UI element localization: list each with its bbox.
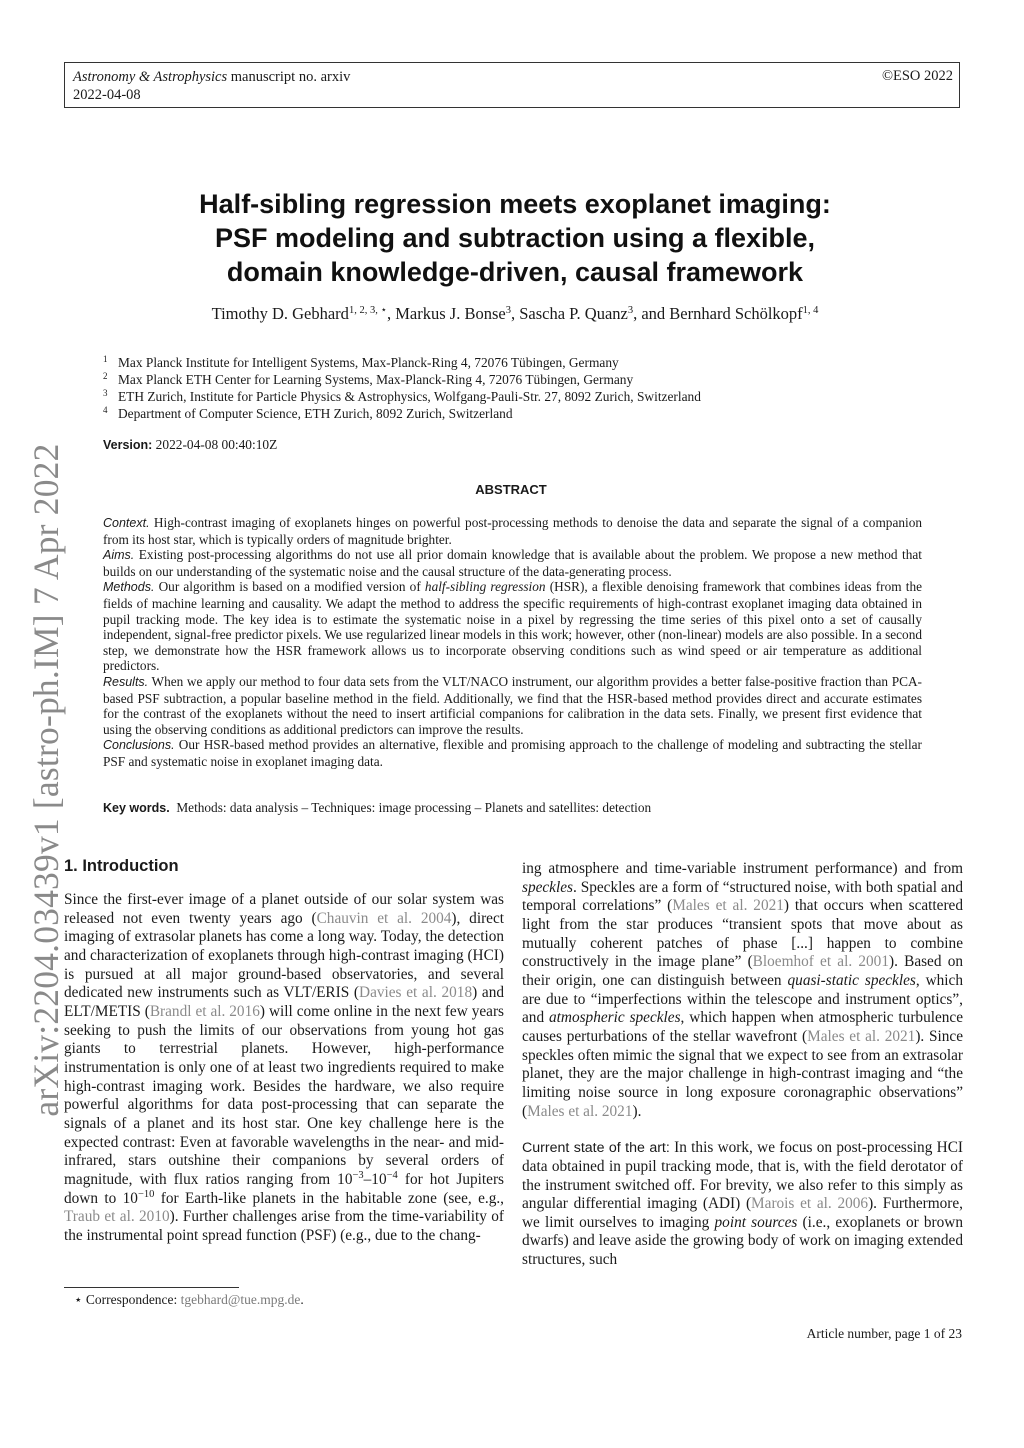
methods-emphasis: half-sibling regression [424, 579, 546, 595]
manuscript-label: manuscript no. arxiv [227, 69, 351, 85]
body-text: ), direct imaging of extrasolar planets has come a long way. Today, the detection and characterization of exoplanets through high-contrast imaging (HCI) is pursued at all major ground-based observatories, and several dedicated new instruments such as VLT/ERIS ( [64, 909, 504, 1002]
affiliation-item: $^2$ Max Planck ETH Center for Learning Systems, Max-Planck-Ring 4, 72076 Tübingen, Germany [103, 371, 634, 387]
author-separator: , [387, 304, 396, 323]
citation-link[interactable]: Males et al. 2021 [527, 1102, 633, 1120]
emphasis: speckles [522, 878, 573, 896]
methods-label: Methods. [103, 580, 155, 595]
abstract-results [103, 674, 922, 737]
citation-link[interactable]: Traub et al. 2010 [64, 1208, 170, 1226]
section-heading: 1. Introduction [64, 857, 179, 875]
citation-link[interactable]: Brandl et al. 2016 [149, 1002, 260, 1020]
author-list [100, 304, 930, 324]
paragraph-label: Current state of the art: [522, 1140, 670, 1157]
abstract-context [103, 515, 922, 547]
body-text: ). Further challenges arise from the time-variability of the instrumental point spread function (PSF) (e.g., due to the chang- [64, 1208, 504, 1244]
author-affil-marker: 3 [505, 305, 511, 316]
citation-link[interactable]: Males et al. 2021 [807, 1027, 916, 1045]
body-column-left [64, 891, 504, 1245]
conclusions-text: Our HSR-based method provides an alternative, flexible and promising approach to the challenge of modeling and subtracting the stellar PSF and systematic noise in exoplanet imaging data. [103, 737, 922, 769]
emphasis: point sources [714, 1213, 798, 1231]
citation-link[interactable]: Marois et al. 2006 [751, 1195, 869, 1213]
version-label: Version: [103, 438, 153, 452]
footnote-label: Correspondence: [82, 1292, 181, 1307]
author-affil-marker: 1, 2, 3, ⋆ [348, 305, 388, 316]
citation-link[interactable]: Chauvin et al. 2004 [316, 909, 452, 927]
email-link[interactable]: tgebhard@tue.mpg.de [180, 1292, 301, 1307]
footnote-rule [64, 1287, 239, 1288]
title-line: domain knowledge-driven, causal framework [226, 257, 804, 287]
author-name: Sascha P. Quanz [519, 304, 628, 323]
version-line [103, 437, 277, 453]
header-left [73, 68, 350, 104]
context-text: High-contrast imaging of exoplanets hinges on powerful post-processing methods to denoise the data and separate the signal of a companion from its host star, which is typically orders of magnitude brighter. [103, 515, 922, 547]
abstract-conclusions [103, 737, 922, 769]
aims-label: Aims. [103, 548, 135, 563]
author-name: Timothy D. Gebhard [211, 304, 349, 323]
manuscript-header [64, 62, 960, 108]
affiliation-item: $^3$ ETH Zurich, Institute for Particle Physics & Astrophysics, Wolfgang-Pauli-Str. 27, 8092 Zurich, Switzerland [103, 388, 701, 404]
affiliation-text: ETH Zurich, Institute for Particle Physics & Astrophysics, Wolfgang-Pauli-Str. 27, 8092 Zurich, Switzerland [118, 389, 701, 404]
affiliation-text: Max Planck ETH Center for Learning Systems, Max-Planck-Ring 4, 72076 Tübingen, Germany [118, 372, 634, 387]
body-text: . Speckles are a form of “structured noise, with both spatial and temporal correlations” ( [522, 878, 963, 915]
body-text: ) will come online in the next few years seeking to push the limits of our observations from young hot gas giants to terrestrial planets. However, high-performance instrumentation is only one of at least two ingredients required to make high-contrast imaging work. Besides the hardware, we also require powerful algorithms for data post-processing that can separate the signals of a planet and its host star. One key challenge here is the expected contrast: Even at favorable wavelengths in the near- and mid-infrared, stars outshine their companions by several orders of magnitude, with flux ratios ranging from 10 [64, 1002, 505, 1188]
body-text: ). Based on their origin, one can distinguish between [522, 953, 963, 989]
abstract-methods [103, 579, 922, 674]
body-text: ing atmosphere and time-variable instrument performance) and from [522, 860, 963, 877]
journal-name: Astronomy & Astrophysics [73, 69, 228, 85]
affiliation-text: Department of Computer Science, ETH Zurich, 8092 Zurich, Switzerland [118, 406, 513, 421]
body-text: –10 [363, 1170, 387, 1188]
affiliations [103, 354, 701, 422]
author-name: Markus J. Bonse [395, 304, 506, 323]
citation-link[interactable]: Bloemhof et al. 2001 [752, 953, 889, 971]
paper-title [100, 187, 930, 289]
affiliation-item: $^4$ Department of Computer Science, ETH Zurich, 8092 Zurich, Switzerland [103, 405, 513, 421]
author-affil-marker: 3 [627, 305, 634, 316]
affiliation-text: Max Planck Institute for Intelligent Systems, Max-Planck-Ring 4, 72076 Tübingen, Germany [118, 355, 619, 370]
conclusions-label: Conclusions. [103, 738, 175, 753]
keywords-label: Key words. [103, 801, 170, 815]
body-column-right [522, 860, 963, 1270]
results-text: When we apply our method to four data sets from the VLT/NACO instrument, our algorithm provides a better false-positive fraction than PCA-based PSF subtraction, a popular baseline method in the field. Additionally, we find that the HSR-based method provides direct and accurate estimates for the contrast of the exoplanets without the need to insert artificial companions for calibration in the data sets. Finally, we present first evidence that using the observing conditions as additional predictors can improve the results. [103, 673, 922, 737]
body-text: ). Furthermore, we limit ourselves to imaging [522, 1195, 963, 1231]
body-text: (i.e., exoplanets or brown dwarfs) and leave aside the growing body of work on imaging extended structures, such [522, 1213, 963, 1269]
methods-text: (HSR), a flexible denoising framework that combines ideas from the fields of machine learning and causality. We adapt the method to address the specific requirements of high-contrast exoplanet imaging data obtained in pupil tracking mode. The key idea is to estimate the systematic noise in a pixel by regressing the time series of this pixel onto a set of causally independent, signal-free predictor pixels. We use regularized linear models in this work; however, other (non-linear) models are also possible. In a second step, we demonstrate how the HSR framework allows us to incorporate observing conditions such as wind speed or air temperature as additional predictors. [103, 579, 922, 674]
body-text: Since the first-ever image of a planet outside of our solar system was released not even twenty years ago ( [64, 891, 504, 927]
body-text: , which happen when atmospheric turbulence causes perturbations of the stellar wavefront ( [522, 1009, 963, 1045]
exponent: −3 [352, 1169, 364, 1181]
author-name: Bernhard Schölkopf [669, 304, 803, 323]
intro-paragraph [522, 1139, 963, 1270]
body-text: , which are due to “imperfections within the telescope and instrument optics”, and [522, 971, 963, 1027]
author-affil-marker: 1, 4 [802, 305, 819, 316]
citation-link[interactable]: Davies et al. 2018 [359, 984, 473, 1002]
emphasis: atmospheric speckles [549, 1009, 681, 1027]
keywords [103, 800, 651, 816]
arxiv-id-text: arXiv:2204.03439v1 [astro-ph.IM] 7 Apr 2022 [26, 443, 66, 1117]
footnote-marker: ⋆ [74, 1292, 83, 1307]
footnote-end: . [300, 1292, 304, 1307]
body-text: ) and ELT/METIS ( [64, 984, 504, 1020]
body-text: ). [632, 1102, 642, 1120]
version-value: 2022-04-08 00:40:10Z [152, 437, 278, 452]
methods-text: Our algorithm is based on a modified version of [154, 579, 425, 595]
affiliation-item: $^1$ Max Planck Institute for Intelligent Systems, Max-Planck-Ring 4, 72076 Tübingen, Germany [103, 354, 619, 370]
abstract-heading: ABSTRACT [475, 482, 547, 497]
body-text: ) that occurs when scattered light from the star produces “transient spots that move about as mutually coherent patches of phase [...] happen to combine constructively in the image plane” ( [522, 897, 963, 971]
intro-paragraph [64, 891, 504, 1245]
copyright: ©ESO 2022 [881, 68, 953, 84]
body-text: ). Since speckles often mimic the signal that we expect to see from an extrasolar planet, they are the major challenge in high-contrast imaging and “the limiting noise source in long exposure coronagraphic observations” ( [522, 1027, 963, 1120]
intro-paragraph [522, 860, 963, 1121]
aims-text: Existing post-processing algorithms do not use all prior domain knowledge that is available about the problem. We propose a new method that builds on our understanding of the systematic noise and the causal structure of the data-generating process. [103, 547, 922, 579]
footnote [74, 1292, 304, 1308]
body-text: In this work, we focus on post-processing HCI data obtained in pupil tracking mode, that is, with the field derotator of the instrument switched off. For brevity, we also refer to this simply as angular differential imaging (ADI) ( [522, 1139, 964, 1213]
results-label: Results. [103, 674, 149, 689]
context-label: Context. [103, 516, 150, 530]
exponent: −10 [137, 1188, 155, 1200]
body-text: for hot Jupiters down to 10 [64, 1170, 504, 1207]
title-line: Half-sibling regression meets exoplanet imaging: [199, 189, 831, 219]
body-text: for Earth-like planets in the habitable zone (see, e.g., [154, 1189, 504, 1207]
emphasis: quasi-static speckles [787, 971, 916, 989]
keywords-text: Methods: data analysis – Techniques: image processing – Planets and satellites: detection [176, 800, 652, 815]
abstract-aims [103, 547, 922, 579]
author-separator: , [510, 304, 520, 323]
header-date: 2022-04-08 [73, 87, 141, 103]
citation-link[interactable]: Males et al. 2021 [672, 897, 784, 915]
exponent: −4 [386, 1169, 398, 1181]
abstract-body [103, 515, 922, 770]
title-line: PSF modeling and subtraction using a flexible, [214, 223, 816, 253]
page-number: Article number, page 1 of 23 [806, 1326, 962, 1341]
author-separator: , and [633, 304, 670, 323]
